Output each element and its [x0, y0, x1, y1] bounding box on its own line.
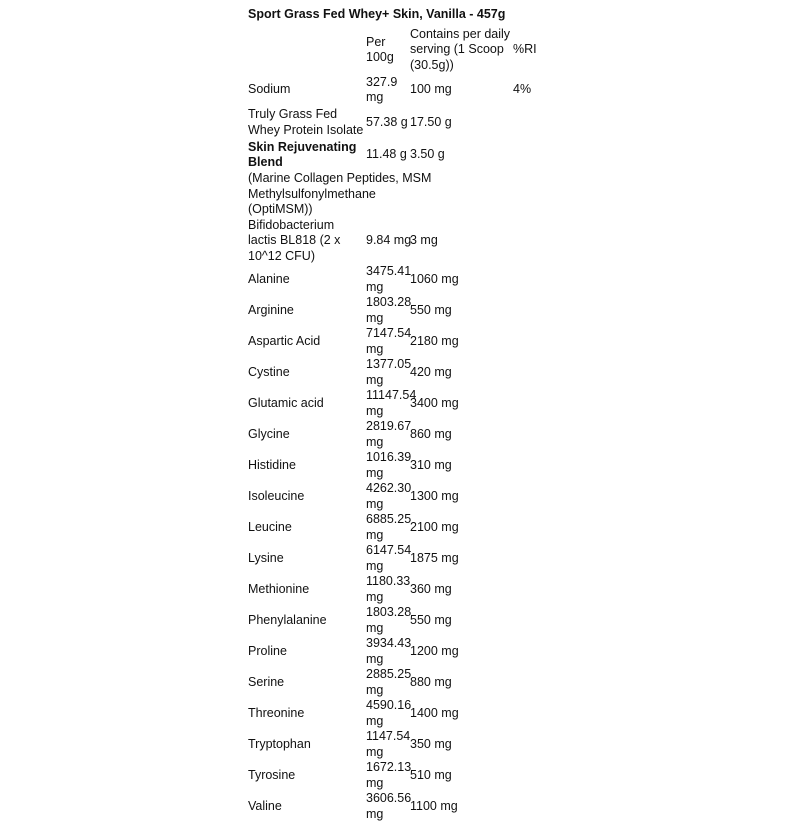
nutrient-name: Skin Rejuvenating Blend: [248, 139, 357, 169]
amino-name: Glutamic acid: [248, 395, 324, 410]
amino-ri: [513, 326, 568, 357]
amino-ri: [513, 791, 568, 822]
table-row: [248, 791, 568, 822]
amino-per100: 4590.16 mg: [366, 698, 412, 728]
amino-serving: 3400 mg: [410, 395, 459, 410]
header-name-cell: [248, 26, 366, 74]
nutrient-ri: 4%: [513, 82, 532, 97]
amino-name: Lysine: [248, 550, 284, 565]
table-row: [248, 605, 568, 636]
nutrient-serving: 3 mg: [410, 233, 438, 247]
table-row: [248, 326, 568, 357]
amino-serving: 1060 mg: [410, 271, 459, 286]
amino-per100: 6147.54 mg: [366, 543, 412, 573]
table-row: [248, 388, 568, 419]
table-row: [248, 574, 568, 605]
nutrient-serving: 100 mg: [410, 82, 452, 97]
table-row: [248, 667, 568, 698]
nutrient-name: Sodium: [248, 82, 291, 97]
table-row: [248, 512, 568, 543]
amino-per100: 3475.41 mg: [366, 264, 412, 294]
nutrient-serving: 3.50 g: [410, 147, 445, 162]
amino-name: Tyrosine: [248, 767, 296, 782]
table-row: [248, 295, 568, 326]
table-row: [248, 419, 568, 450]
amino-name: Methionine: [248, 581, 310, 596]
amino-per100: 7147.54 mg: [366, 326, 412, 356]
amino-serving: 2180 mg: [410, 333, 459, 348]
amino-name: Isoleucine: [248, 488, 305, 503]
amino-ri: [513, 729, 568, 760]
amino-ri: [513, 295, 568, 326]
amino-serving: 550 mg: [410, 302, 452, 317]
amino-ri: [513, 357, 568, 388]
amino-serving: 1200 mg: [410, 643, 459, 658]
table-row: [248, 139, 568, 171]
amino-per100: 3606.56 mg: [366, 791, 412, 821]
amino-ri: [513, 388, 568, 419]
nutrition-table: [248, 26, 568, 822]
amino-ri: [513, 605, 568, 636]
amino-name: Aspartic Acid: [248, 333, 321, 348]
table-row: [248, 481, 568, 512]
header-ri: %RI: [513, 42, 537, 57]
header-row: [248, 26, 568, 74]
amino-ri: [513, 481, 568, 512]
amino-per100: 1803.28 mg: [366, 605, 412, 635]
amino-per100: 2819.67 mg: [366, 419, 412, 449]
nutrient-name: Truly Grass Fed Whey Protein Isolate: [248, 107, 364, 137]
amino-name: Phenylalanine: [248, 612, 327, 627]
amino-per100: 4262.30 mg: [366, 481, 412, 511]
amino-name: Tryptophan: [248, 736, 311, 751]
header-serving: Contains per daily serving (1 Scoop (30.5g)): [410, 26, 511, 72]
amino-name: Glycine: [248, 426, 290, 441]
amino-per100: 1147.54 mg: [366, 729, 411, 759]
amino-name: Serine: [248, 674, 285, 689]
amino-per100: 1016.39 mg: [366, 450, 412, 480]
amino-per100: 1180.33 mg: [366, 574, 411, 604]
amino-serving: 1300 mg: [410, 488, 459, 503]
header-per100: Per 100g: [366, 34, 394, 64]
amino-per100: 6885.25 mg: [366, 512, 412, 542]
amino-ri: [513, 574, 568, 605]
nutrition-panel: [248, 6, 568, 822]
nutrient-per100: 57.38 g: [366, 114, 408, 129]
amino-name: Leucine: [248, 519, 292, 534]
amino-ri: [513, 419, 568, 450]
amino-serving: 310 mg: [410, 457, 452, 472]
amino-name: Proline: [248, 643, 287, 658]
amino-serving: 360 mg: [410, 581, 452, 596]
amino-serving: 350 mg: [410, 736, 452, 751]
product-title: Sport Grass Fed Whey+ Skin, Vanilla - 457g: [248, 7, 506, 21]
nutrient-per100: 11.48 g: [366, 147, 407, 162]
nutrient-ri: [513, 106, 568, 139]
amino-serving: 2100 mg: [410, 519, 459, 534]
amino-serving: 550 mg: [410, 612, 452, 627]
table-row: [248, 760, 568, 791]
amino-ri: [513, 264, 568, 295]
amino-ri: [513, 698, 568, 729]
amino-name: Threonine: [248, 705, 305, 720]
amino-serving: 420 mg: [410, 364, 452, 379]
table-row: [248, 74, 568, 106]
amino-per100: 1672.13 mg: [366, 760, 412, 790]
nutrient-serving: 17.50 g: [410, 114, 452, 129]
amino-ri: [513, 636, 568, 667]
amino-serving: 1100 mg: [410, 798, 458, 813]
amino-per100: 11147.54 mg: [366, 388, 417, 418]
table-row: [248, 729, 568, 760]
amino-name: Cystine: [248, 364, 290, 379]
amino-serving: 510 mg: [410, 767, 452, 782]
table-row: [248, 357, 568, 388]
blend-note: (Marine Collagen Peptides, MSM Methylsulfonylmethane (OptiMSM)): [248, 171, 432, 216]
amino-per100: 1377.05 mg: [366, 357, 412, 387]
amino-ri: [513, 450, 568, 481]
amino-name: Valine: [248, 798, 282, 813]
nutrient-ri: [513, 139, 568, 171]
table-row: [248, 450, 568, 481]
table-row: [248, 543, 568, 574]
amino-name: Histidine: [248, 457, 296, 472]
amino-ri: [513, 760, 568, 791]
amino-ri: [513, 543, 568, 574]
nutrient-name: Bifidobacterium lactis BL818 (2 x 10^12 CFU): [248, 217, 341, 263]
table-row: [248, 698, 568, 729]
blend-note-row: [248, 171, 568, 218]
amino-serving: 1400 mg: [410, 705, 459, 720]
table-row: [248, 218, 568, 265]
amino-per100: 1803.28 mg: [366, 295, 412, 325]
nutrient-ri: [513, 218, 568, 265]
amino-serving: 860 mg: [410, 426, 452, 441]
table-row: [248, 636, 568, 667]
amino-ri: [513, 512, 568, 543]
amino-name: Arginine: [248, 302, 294, 317]
amino-serving: 1875 mg: [410, 550, 459, 565]
table-row: [248, 106, 568, 139]
nutrient-per100: 327.9 mg: [366, 74, 398, 104]
amino-per100: 3934.43 mg: [366, 636, 412, 666]
nutrient-per100: 9.84 mg: [366, 233, 412, 247]
amino-serving: 880 mg: [410, 674, 452, 689]
amino-per100: 2885.25 mg: [366, 667, 412, 697]
amino-name: Alanine: [248, 271, 290, 286]
amino-ri: [513, 667, 568, 698]
table-row: [248, 264, 568, 295]
